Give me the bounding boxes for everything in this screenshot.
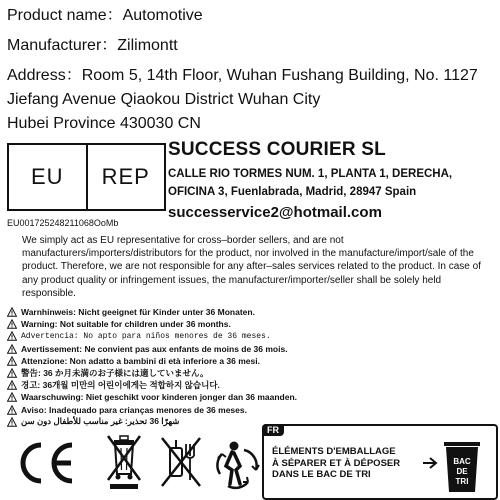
disclaimer-text: We simply act as EU representative for cross–border sellers, and are not manufacturers/importers/distributors for the product, nor involved in the manufacture/import/sale of the product. Therefore, we are not responsible for any after–sales services related to the product. In case of any product quality or infringement issues, the manufacturer/importer/seller shall be solely held responsible. (22, 235, 481, 299)
eu-rep-symbol (7, 143, 166, 211)
svg-text:BAC: BAC (453, 457, 471, 466)
warning-text: Warning: Not suitable for children under 36 months. (21, 319, 231, 330)
warning-text: Warnhinweis: Nicht geeignet für Kinder unter 36 Monaten. (21, 307, 255, 318)
eu-rep-code: EU001725248211068OoMb (7, 218, 119, 228)
product-name: Product name：Automotive (7, 7, 203, 24)
triman-icon (214, 436, 262, 490)
warning-text: Waarschuwing: Niet geschikt voor kinderen jonger dan 36 maanden. (21, 392, 297, 403)
fr-sorting-text (272, 446, 400, 481)
fr-line-1: ÉLÉMENTS D'EMBALLAGE (272, 446, 396, 457)
warning-icon (7, 392, 17, 402)
warning-icon (7, 356, 17, 366)
warning-row (7, 367, 497, 379)
warning-icon (7, 368, 17, 378)
svg-text:TRI: TRI (455, 477, 469, 486)
eu-rep-address-2: OFICINA 3, Fuenlabrada, Madrid, 28947 Spain (168, 186, 417, 198)
address-line-1: Address：Room 5, 14th Floor, Wuhan Fushang Building, No. 1127 (7, 67, 478, 84)
manufacturer: Manufacturer：Zilimontt (7, 37, 178, 54)
eu-rep-right: REP (86, 145, 165, 209)
not-for-children-icon (156, 434, 206, 490)
fr-line-3: DANS LE BAC DE TRI (272, 469, 371, 480)
warning-icon (7, 331, 17, 341)
warning-icon (7, 380, 17, 390)
warning-row (7, 343, 497, 355)
warning-text: Advertencia: No apto para niños menores de 36 meses. (21, 331, 271, 341)
warning-text: Aviso: Inadequado para crianças menores de 36 meses. (21, 404, 247, 415)
warning-text: 警告: 36 か月未満のお子様には適していません。 (21, 368, 209, 379)
svg-text:DE: DE (456, 467, 468, 476)
eu-rep-left: EU (30, 164, 64, 189)
warning-icon (7, 344, 17, 354)
warning-row (7, 391, 497, 403)
warning-icon (7, 405, 17, 415)
warning-row (7, 404, 497, 416)
warning-text: Avertissement: Ne convient pas aux enfants de moins de 36 mois. (21, 343, 288, 354)
eu-rep-company: SUCCESS COURIER SL (168, 139, 386, 160)
warning-text: Attenzione: Non adatto a bambini di età inferiore a 36 mesi. (21, 355, 260, 366)
warning-icon (7, 417, 17, 427)
warning-row (7, 355, 497, 367)
fr-line-2: À SÉPARER ET À DÉPOSER (272, 457, 401, 469)
warning-row (7, 306, 497, 318)
address-line-3: Hubei Province 430030 CN (7, 115, 201, 132)
weee-bin-icon (104, 432, 144, 492)
eu-rep-email: successervice2@hotmail.com (168, 204, 382, 221)
sorting-bin-icon (442, 438, 482, 494)
warning-row (7, 379, 497, 391)
eu-rep-address-1: CALLE RIO TORMES NUM. 1, PLANTA 1, DERECHA, (168, 168, 453, 180)
warning-text: 경고: 36개월 미만의 어린이에게는 적합하지 않습니다. (21, 380, 220, 391)
warnings-list (7, 306, 497, 428)
fr-tab: FR (262, 424, 284, 436)
warning-icon (7, 307, 17, 317)
warning-row (7, 330, 497, 342)
warning-row (7, 318, 497, 330)
french-sorting-info-box (262, 424, 498, 500)
address-line-2: Jiefang Avenue Qiaokou District Wuhan City (7, 91, 321, 108)
warning-text: شهرًا 36 تحذير: غير مناسب للأطفال دون سن (21, 416, 180, 427)
warning-icon (7, 319, 17, 329)
arrow-right-icon (422, 456, 438, 470)
ce-mark-icon (14, 440, 80, 486)
